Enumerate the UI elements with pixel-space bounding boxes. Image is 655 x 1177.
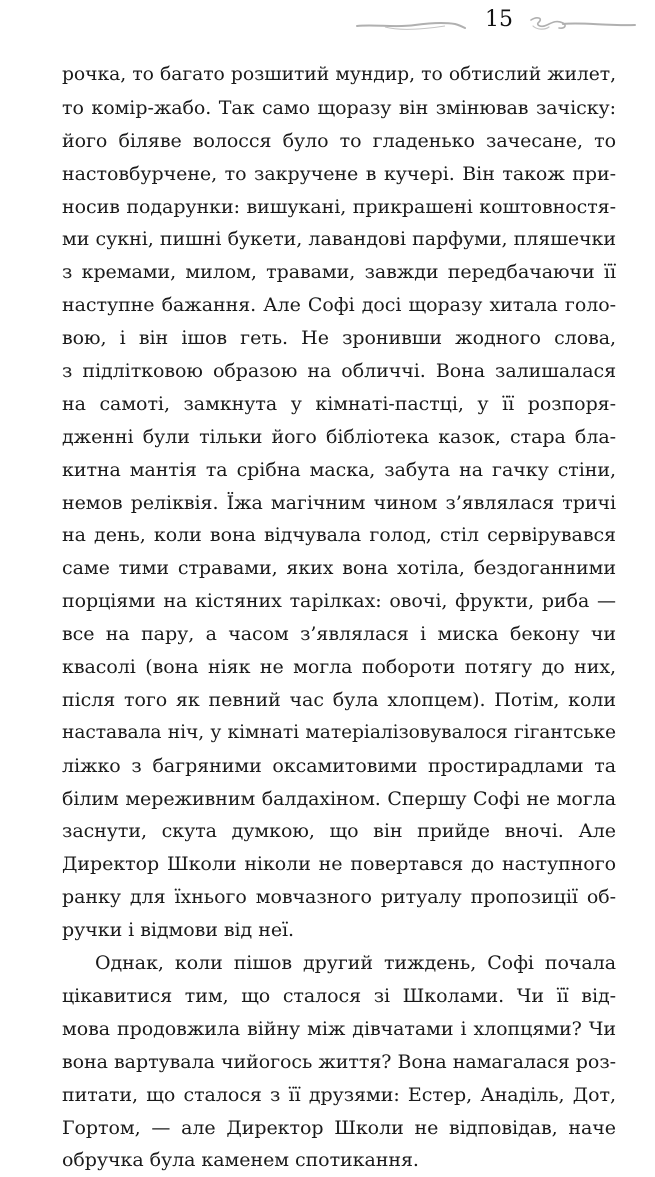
page-header bbox=[355, 8, 645, 40]
text-line: білим мереживним балдахіном. Спершу Софі не могла bbox=[62, 787, 616, 810]
text-line: з кремами, милом, травами, завжди передбачаючи її bbox=[62, 261, 616, 284]
text-line: заснути, скута думкою, що він прийде вночі. Але bbox=[62, 820, 616, 843]
text-line: настовбурчене, то закручене в кучері. Він також при- bbox=[62, 162, 616, 185]
text-line: Однак, коли пішов другий тиждень, Софі почала bbox=[95, 952, 616, 975]
paragraph bbox=[62, 59, 616, 947]
text-line: Директор Школи ніколи не повертався до наступного bbox=[62, 853, 616, 876]
page-body-text bbox=[62, 59, 616, 1177]
text-line: носив подарунки: вишукані, прикрашені коштовностя- bbox=[62, 195, 616, 218]
text-line: саме тими стравами, яких вона хотіла, бездоганними bbox=[62, 557, 616, 580]
text-line: цікавитися тим, що сталося зі Школами. Чи її від- bbox=[62, 984, 616, 1007]
text-line: після того як певний час була хлопцем). Потім, коли bbox=[62, 688, 616, 711]
text-line: то комір-жабо. Так само щоразу він змінював зачіску: bbox=[62, 96, 616, 119]
right-flourish-ornament bbox=[527, 14, 639, 34]
text-line: квасолі (вона ніяк не могла побороти потягу до них, bbox=[62, 656, 616, 679]
text-line: з підлітковою образою на обличчі. Вона залишалася bbox=[62, 360, 616, 383]
page-number: 15 bbox=[485, 7, 513, 32]
text-line: ранку для їхнього мовчазного ритуалу пропозиції об- bbox=[62, 886, 616, 909]
text-line: вона вартувала чийогось життя? Вона намагалася роз- bbox=[62, 1050, 616, 1073]
left-flourish-ornament bbox=[355, 14, 467, 34]
text-line: все на пару, а часом з’являлася і миска бекону чи bbox=[62, 623, 616, 646]
text-line: Гортом, — але Директор Школи не відповідав, наче bbox=[62, 1116, 616, 1139]
text-line: китна мантія та срібна маска, забута на гачку стіни, bbox=[62, 458, 616, 481]
text-line: порціями на кістяних тарілках: овочі, фрукти, риба — bbox=[62, 590, 616, 613]
text-line: ми сукні, пишні букети, лавандові парфуми, пляшечки bbox=[62, 228, 616, 251]
text-line: на день, коли вона відчувала голод, стіл сервірувався bbox=[62, 524, 616, 547]
text-line: дженні були тільки його бібліотека казок, стара бла- bbox=[62, 425, 616, 448]
text-line: його біляве волосся було то гладенько зачесане, то bbox=[62, 129, 616, 152]
text-line: мова продовжила війну між дівчатами і хлопцями? Чи bbox=[62, 1017, 616, 1040]
text-line: наступне бажання. Але Софі досі щоразу хитала голо- bbox=[62, 294, 616, 317]
text-line: на самоті, замкнута у кімнаті-пастці, у її розпоря- bbox=[62, 392, 616, 415]
text-line: ручки і відмови від неї. bbox=[62, 919, 295, 942]
text-line: обручка була каменем спотикання. bbox=[62, 1149, 419, 1172]
text-line: вою, і він ішов геть. Не зронивши жодного слова, bbox=[62, 327, 616, 350]
text-line: наставала ніч, у кімнаті матеріалізовувалося гігантське bbox=[62, 721, 616, 743]
text-line: рочка, то багато розшитий мундир, то обтислий жилет, bbox=[62, 64, 616, 85]
text-line: питати, що сталося з її друзями: Естер, Анаділь, Дот, bbox=[62, 1083, 616, 1106]
text-line: немов реліквія. Їжа магічним чином з’являлася тричі bbox=[62, 491, 616, 514]
text-line: ліжко з багряними оксамитовими простирадлами та bbox=[62, 754, 616, 777]
paragraph bbox=[62, 947, 616, 1177]
